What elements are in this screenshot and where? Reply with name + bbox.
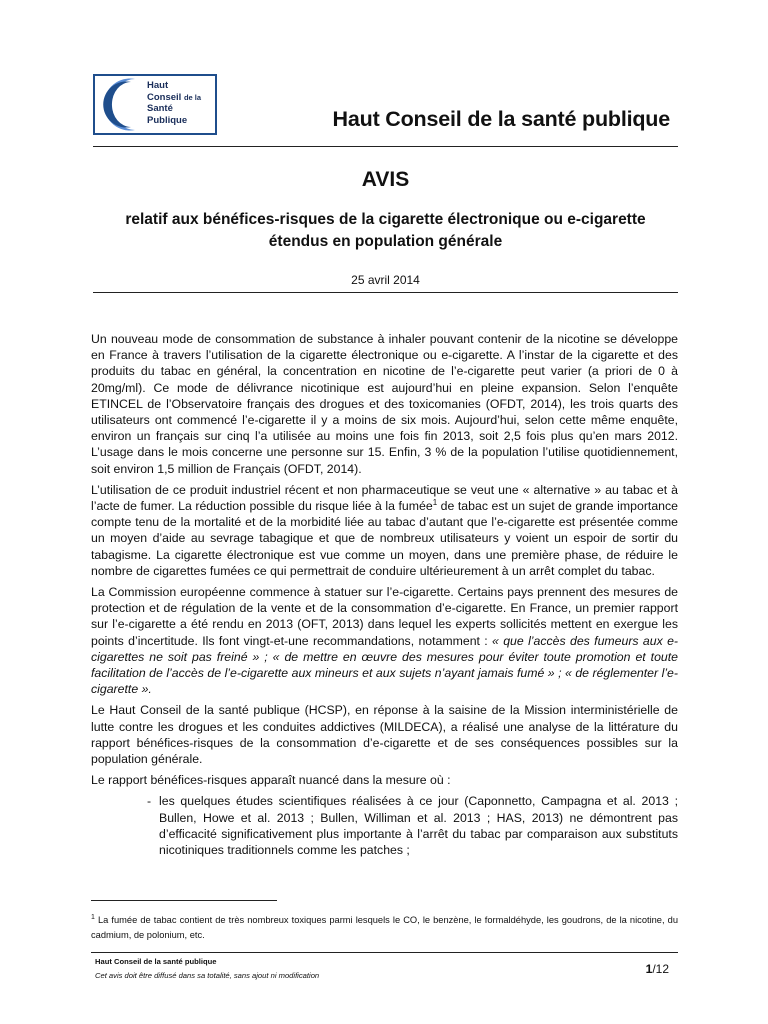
footnote-divider bbox=[91, 900, 277, 901]
page-current: 1 bbox=[645, 962, 653, 976]
logo-line-3: Santé bbox=[147, 103, 173, 114]
footnote-reference[interactable]: 1 bbox=[432, 497, 438, 507]
logo-line-4: Publique bbox=[147, 114, 188, 126]
document-type: AVIS bbox=[361, 168, 410, 191]
title-divider bbox=[93, 292, 678, 293]
paragraph-3-quotes: « que l’accès des fumeurs aux e-cigarettes ne soit pas freiné » ; « de mettre en œuvre des mesures pour éviter toute promotion et toute facilitation de l’accès de l’e-cigarette aux mineurs et aux sujets n’ayant jamais fumé » ; « de réglementer l’e-cigarette ». bbox=[91, 633, 678, 697]
document-date: 25 avril 2014 bbox=[351, 273, 420, 287]
logo-line-2: Conseil bbox=[147, 91, 182, 103]
paragraph-1: Un nouveau mode de consommation de substance à inhaler pouvant contenir de la nicotine se développe en France à travers l’utilisation de la cigarette électronique ou e-cigarette. A l’instar de la cigarette et des produits du tabac en général, la concentration en nicotine de l’e-cigarette peut varier (a priori de 0 à 20mg/ml). Ce mode de délivrance nicotinique est aujourd’hui en pleine expansion. Selon l’enquête ETINCEL de l’Observatoire français des drogues et des toxicomanies (OFDT, 2014), les trois quarts des utilisateurs ont commencé l’e-cigarette il y a moins de six mois. Aujourd’hui, selon cette même enquête, environ un français sur cinq l’a utilisée au moins une fois fin 2013, soit 2,5 fois plus qu’en mars 2012. L’usage dans le mois concerne une personne sur 15. Enfin, 3 % de la population l’utilise quotidiennement, soit environ 1,5 million de Français (OFDT, 2014). bbox=[91, 332, 678, 476]
paragraph-3 bbox=[91, 584, 678, 697]
subtitle-line-1: relatif aux bénéfices-risques de la cigarette électronique ou e-cigarette bbox=[125, 211, 646, 228]
footnote-text: La fumée de tabac contient de très nombreux toxiques parmi lesquels le CO, le benzène, le formaldéhyde, les goudrons, de la nicotine, du cadmium, de polonium, etc. bbox=[91, 915, 678, 941]
footer-org: Haut Conseil de la santé publique bbox=[95, 957, 217, 966]
header-divider bbox=[93, 146, 678, 147]
body-text bbox=[91, 331, 678, 858]
footnote bbox=[91, 910, 678, 943]
logo-text bbox=[147, 80, 201, 126]
paragraph-3-part-a: La Commission européenne commence à statuer sur l’e-cigarette. Certains pays prennent des mesures de protection et de régulation de la vente et de la consommation d’e-cigarette. En France, un premier rapport sur l’e-cigarette a été rendu en 2013 (OFT, 2013) dans lequel les experts sollicités mettent en exergue les points d’incertitude. Ils font vingt-et-une recommandations, notamment : bbox=[91, 585, 678, 648]
bullet-dash: - bbox=[147, 794, 152, 809]
logo-line-1: Haut bbox=[147, 80, 169, 91]
org-title: Haut Conseil de la santé publique bbox=[332, 107, 670, 131]
paragraph-2-part-b: de tabac est un sujet de grande importance compte tenu de la mortalité et de la morbidité liée au tabac d’autant que l’e-cigarette est présentée comme un moyen d’aide au sevrage tabagique et que de nombreux utilisateurs y voient un espoir de sortir du tabagisme. La cigarette électronique est vue comme un moyen, dans une première phase, de réduire le nombre de cigarettes fumées ce qui permettrait de conduire ultérieurement à un arrêt complet du tabac. bbox=[91, 499, 679, 578]
subtitle-line-2: étendus en population générale bbox=[268, 233, 503, 250]
document-subtitle bbox=[93, 209, 678, 253]
footer-note: Cet avis doit être diffusé dans sa totalité, sans ajout ni modification bbox=[95, 971, 320, 980]
paragraph-4: Le Haut Conseil de la santé publique (HCSP), en réponse à la saisine de la Mission interministérielle de lutte contre les drogues et les conduites addictives (MILDECA), a réalisé une analyse de la littérature du rapport bénéfices-risques de la consommation d’e-cigarette et de ses conséquences possibles sur la population générale. bbox=[91, 703, 678, 767]
page-total: /12 bbox=[652, 962, 669, 976]
footer-divider bbox=[91, 952, 678, 953]
paragraph-2-part-a: L’utilisation de ce produit industriel récent et non pharmaceutique se veut une « alternative » au tabac et à l’acte de fumer. La réduction possible du risque liée à la fumée bbox=[91, 482, 678, 514]
paragraph-5: Le rapport bénéfices-risques apparaît nuancé dans la mesure où : bbox=[91, 773, 451, 788]
bullet-text: les quelques études scientifiques réalisées à ce jour (Caponnetto, Campagna et al. 2013 ; Bullen, Howe et al. 2013 ; Bullen, Williman et al. 2013 ; HAS, 2013) ne démontrent pas d’efficacité significativement plus importante à l’arrêt du tabac par comparaison aux substituts nicotiniques traditionnels comme les patches ; bbox=[159, 794, 678, 858]
hcsp-logo bbox=[93, 74, 217, 135]
paragraph-2 bbox=[91, 482, 678, 579]
footnote-number: 1 bbox=[91, 914, 95, 921]
list-item bbox=[91, 793, 678, 858]
page-number bbox=[646, 962, 669, 976]
logo-line-2b: de la bbox=[183, 92, 202, 102]
